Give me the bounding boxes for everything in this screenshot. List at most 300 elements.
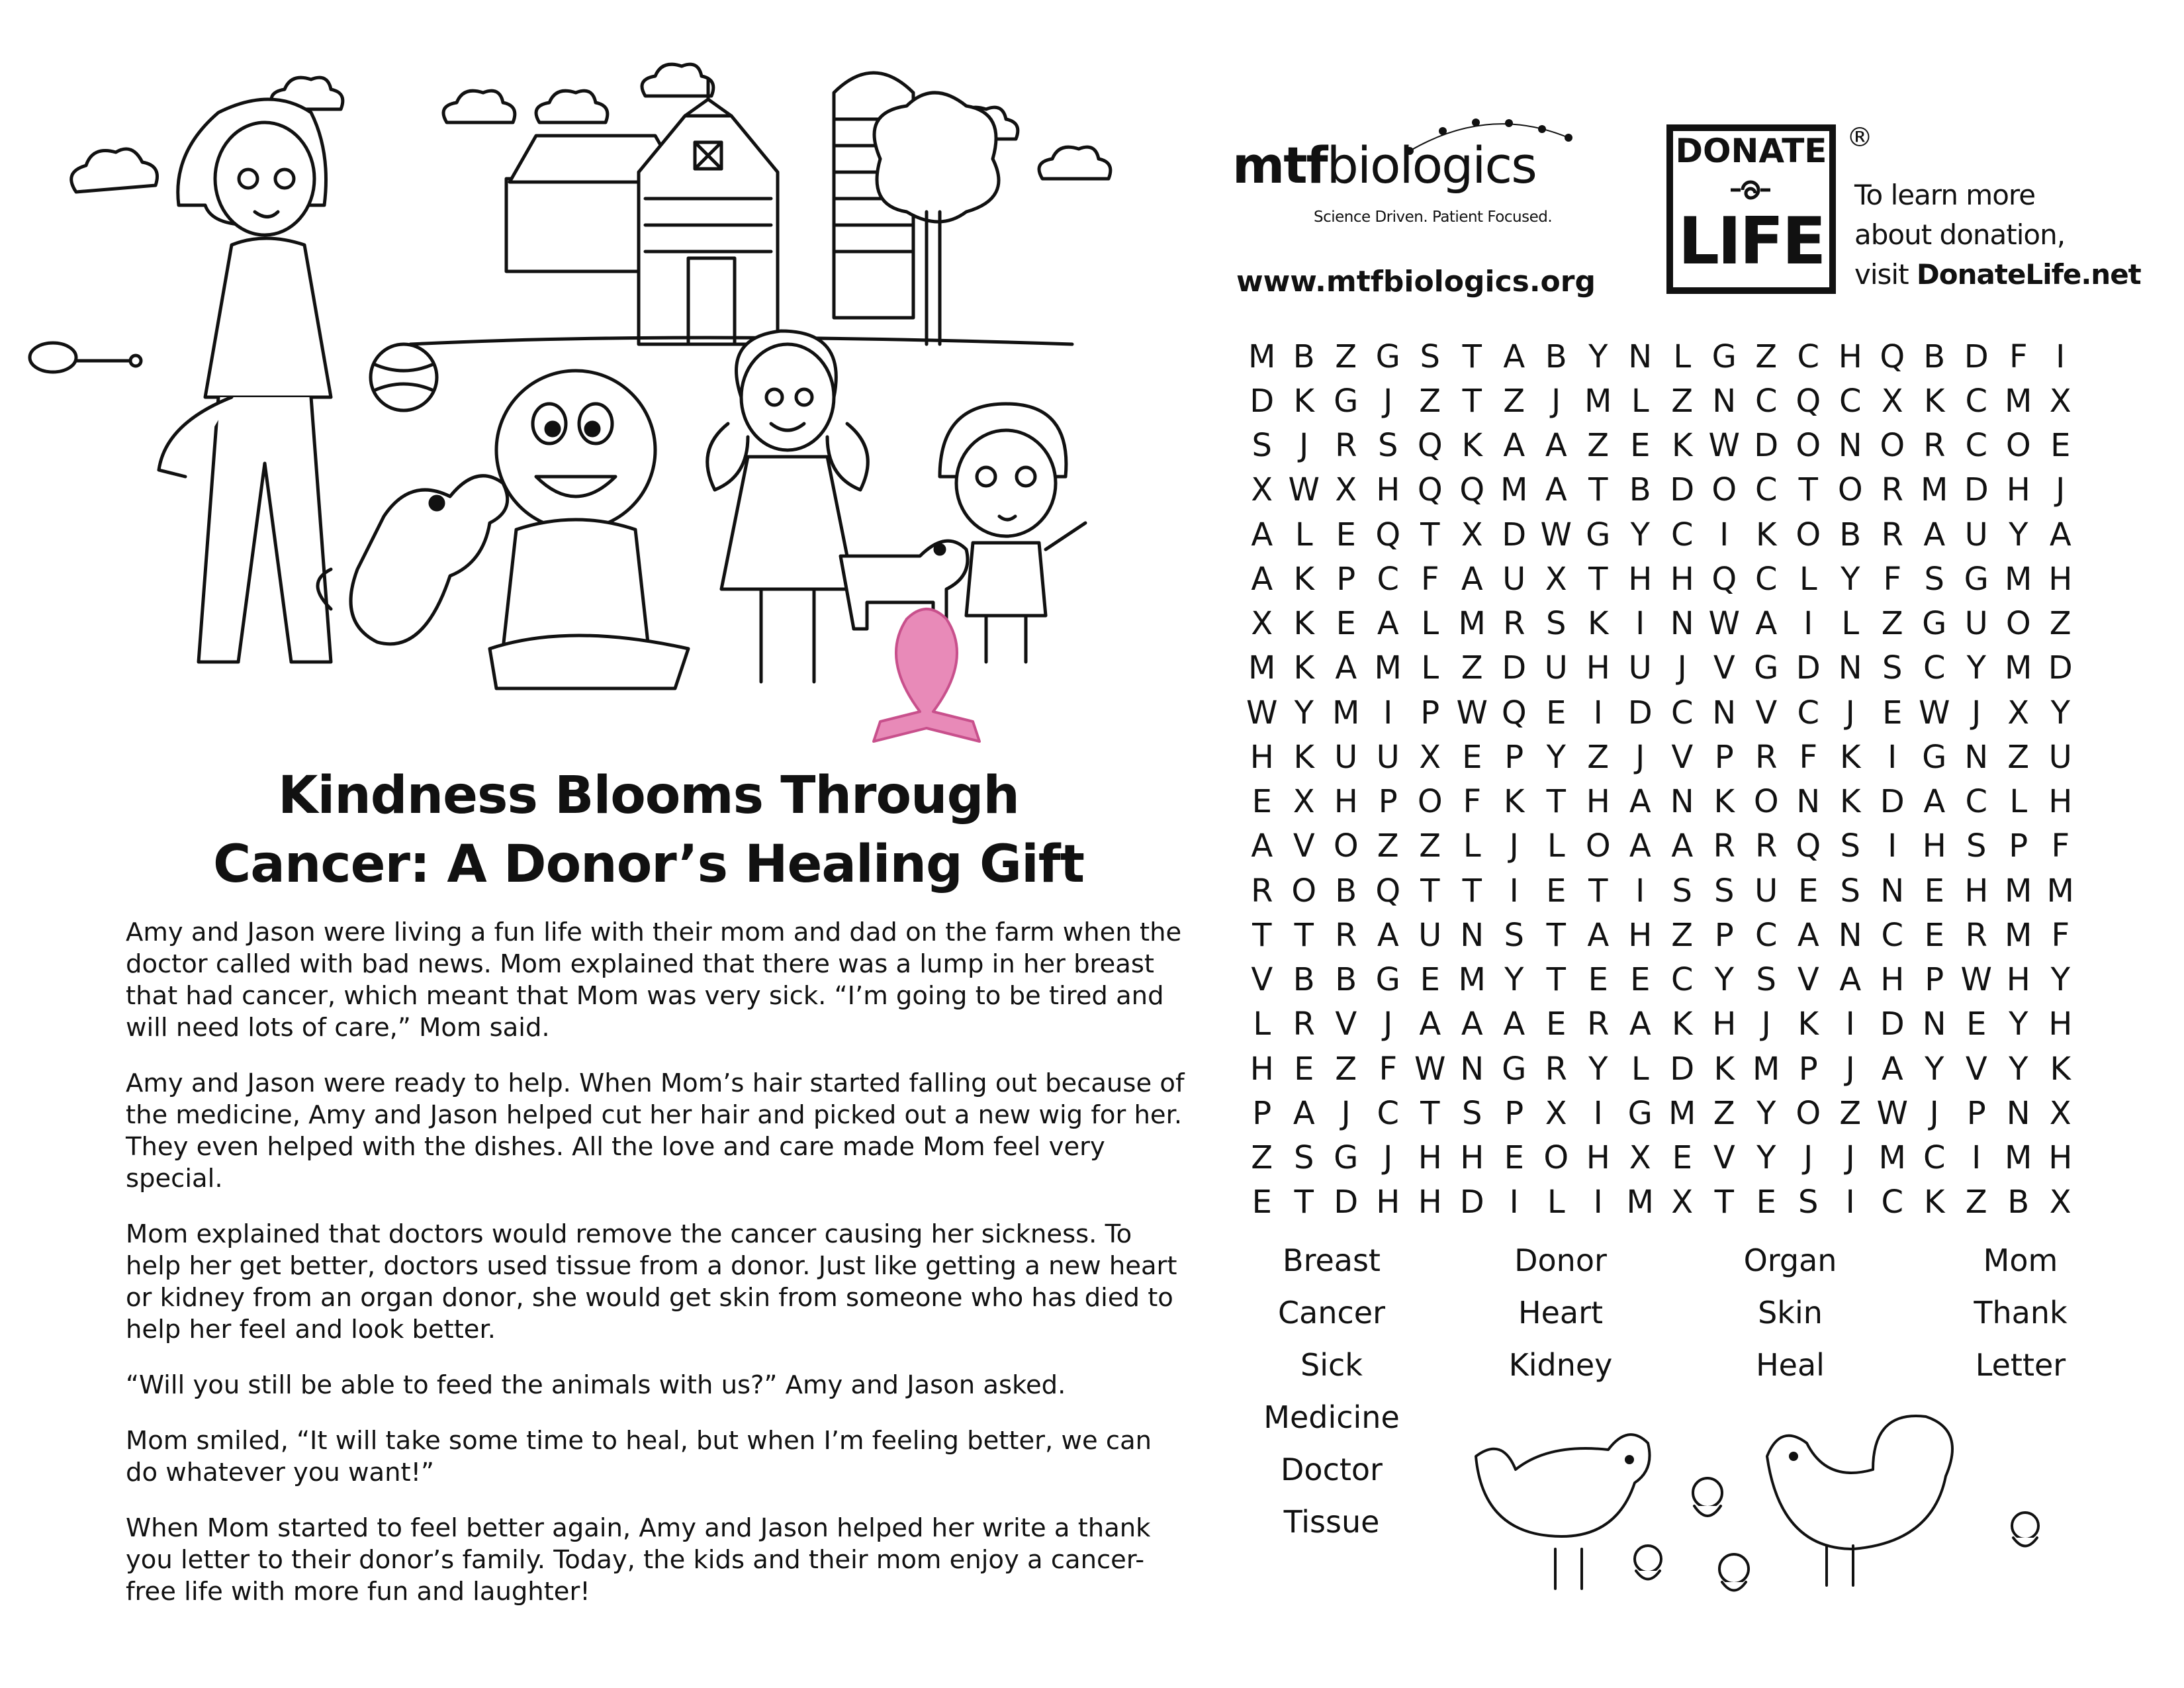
grid-letter[interactable]: A (1335, 649, 1357, 687)
grid-letter[interactable]: I (1593, 1184, 1603, 1221)
grid-letter[interactable]: Q (1711, 560, 1737, 598)
grid-letter[interactable]: K (1293, 560, 1314, 598)
grid-letter[interactable]: U (1502, 560, 1526, 598)
grid-letter[interactable]: D (1880, 783, 1905, 821)
grid-letter[interactable]: E (1336, 516, 1356, 553)
grid-letter[interactable]: V (1713, 649, 1735, 687)
grid-letter[interactable]: M (2005, 916, 2032, 954)
grid-letter[interactable]: Z (1377, 827, 1399, 865)
grid-letter[interactable]: S (1882, 649, 1903, 687)
grid-letter[interactable]: K (1293, 649, 1314, 687)
grid-letter[interactable]: F (1799, 738, 1818, 776)
grid-letter[interactable]: G (1964, 560, 1989, 598)
grid-letter[interactable]: A (1671, 827, 1694, 865)
grid-letter[interactable]: Z (1335, 1050, 1357, 1088)
grid-letter[interactable]: Z (1671, 916, 1694, 954)
grid-letter[interactable]: J (1929, 1094, 1939, 1132)
grid-letter[interactable]: L (1421, 605, 1439, 643)
grid-letter[interactable]: O (1796, 1094, 1821, 1132)
grid-letter[interactable]: S (1672, 872, 1692, 910)
grid-letter[interactable]: M (1458, 961, 1486, 999)
grid-letter[interactable]: A (1629, 783, 1651, 821)
grid-letter[interactable]: A (1923, 516, 1946, 553)
grid-letter[interactable]: Q (1417, 471, 1443, 509)
grid-letter[interactable]: G (1627, 1094, 1653, 1132)
grid-letter[interactable]: A (1293, 1094, 1315, 1132)
grid-letter[interactable]: Y (1588, 338, 1608, 375)
grid-letter[interactable]: K (1756, 516, 1777, 553)
grid-letter[interactable]: F (1379, 1050, 1398, 1088)
grid-letter[interactable]: Z (1755, 338, 1778, 375)
grid-letter[interactable]: Z (1965, 1184, 1987, 1221)
grid-letter[interactable]: A (1797, 916, 1819, 954)
grid-letter[interactable]: K (1461, 427, 1482, 465)
grid-letter[interactable]: H (1670, 560, 1694, 598)
grid-letter[interactable]: R (1755, 738, 1778, 776)
grid-letter[interactable]: L (1631, 382, 1649, 420)
grid-letter[interactable]: K (1713, 783, 1735, 821)
grid-letter[interactable]: J (1761, 1006, 1771, 1043)
grid-letter[interactable]: N (2006, 1094, 2030, 1132)
grid-letter[interactable]: P (2009, 827, 2028, 865)
grid-letter[interactable]: A (1503, 338, 1525, 375)
grid-letter[interactable]: E (1546, 694, 1567, 731)
grid-letter[interactable]: J (1341, 1094, 1351, 1132)
grid-letter[interactable]: L (1463, 827, 1481, 865)
grid-letter[interactable]: K (1713, 1050, 1735, 1088)
mtf-website-link[interactable]: www.mtfbiologics.org (1236, 265, 1596, 299)
grid-letter[interactable]: D (1796, 649, 1821, 687)
grid-letter[interactable]: E (1546, 1006, 1567, 1043)
grid-letter[interactable]: Y (2009, 516, 2028, 553)
grid-letter[interactable]: A (1881, 1050, 1903, 1088)
grid-letter[interactable]: Z (1881, 605, 1903, 643)
grid-letter[interactable]: H (2006, 471, 2030, 509)
grid-letter[interactable]: M (2005, 649, 2032, 687)
grid-letter[interactable]: H (2048, 783, 2073, 821)
grid-letter[interactable]: V (1797, 961, 1819, 999)
grid-letter[interactable]: E (1798, 872, 1819, 910)
grid-letter[interactable]: O (1585, 827, 1611, 865)
grid-letter[interactable]: U (1376, 738, 1400, 776)
grid-letter[interactable]: C (1377, 560, 1399, 598)
grid-letter[interactable]: Z (1503, 382, 1525, 420)
grid-letter[interactable]: K (2050, 1050, 2071, 1088)
grid-letter[interactable]: E (1966, 1006, 1987, 1043)
grid-letter[interactable]: X (1419, 738, 1441, 776)
grid-letter[interactable]: E (1672, 1139, 1692, 1177)
grid-letter[interactable]: R (1713, 827, 1735, 865)
grid-letter[interactable]: P (1925, 961, 1944, 999)
grid-letter[interactable]: K (1672, 1006, 1693, 1043)
grid-letter[interactable]: Q (1880, 338, 1905, 375)
grid-letter[interactable]: D (1880, 1006, 1905, 1043)
grid-letter[interactable]: B (1293, 338, 1315, 375)
grid-letter[interactable]: Y (1588, 1050, 1608, 1088)
grid-letter[interactable]: G (1375, 338, 1400, 375)
grid-letter[interactable]: U (2048, 738, 2072, 776)
grid-letter[interactable]: J (1551, 382, 1561, 420)
grid-letter[interactable]: E (1882, 694, 1903, 731)
grid-letter[interactable]: W (1960, 961, 1992, 999)
grid-letter[interactable]: D (1670, 1050, 1695, 1088)
grid-letter[interactable]: E (1588, 961, 1608, 999)
grid-letter[interactable]: K (1293, 605, 1314, 643)
grid-letter[interactable]: T (1462, 338, 1482, 375)
grid-letter[interactable]: O (1837, 471, 1863, 509)
grid-letter[interactable]: C (1839, 382, 1862, 420)
grid-letter[interactable]: D (1459, 1184, 1484, 1221)
grid-letter[interactable]: N (1796, 783, 1821, 821)
grid-letter[interactable]: C (1754, 382, 1778, 420)
grid-letter[interactable]: L (1421, 649, 1439, 687)
grid-letter[interactable]: K (1588, 605, 1609, 643)
grid-letter[interactable]: G (1922, 605, 1947, 643)
grid-letter[interactable]: M (2005, 382, 2032, 420)
grid-letter[interactable]: R (1965, 916, 1987, 954)
grid-letter[interactable]: W (1540, 516, 1572, 553)
grid-letter[interactable]: B (1293, 961, 1315, 999)
grid-letter[interactable]: X (2049, 1094, 2071, 1132)
grid-letter[interactable]: Y (2050, 694, 2070, 731)
grid-letter[interactable]: W (1414, 1050, 1446, 1088)
grid-letter[interactable]: A (1251, 560, 1273, 598)
grid-letter[interactable]: T (1588, 471, 1608, 509)
grid-letter[interactable]: O (1796, 516, 1821, 553)
grid-letter[interactable]: A (1503, 427, 1525, 465)
grid-letter[interactable]: R (1251, 872, 1273, 910)
grid-letter[interactable]: E (1924, 872, 1944, 910)
grid-letter[interactable]: R (1335, 916, 1357, 954)
grid-letter[interactable]: Q (1375, 516, 1401, 553)
grid-letter[interactable]: J (1383, 1139, 1393, 1177)
grid-letter[interactable]: H (1922, 827, 1946, 865)
grid-letter[interactable]: E (2050, 427, 2071, 465)
grid-letter[interactable]: A (1503, 1006, 1525, 1043)
grid-letter[interactable]: X (1545, 560, 1567, 598)
grid-letter[interactable]: A (1419, 1006, 1441, 1043)
grid-letter[interactable]: P (1252, 1094, 1272, 1132)
grid-letter[interactable]: H (1334, 783, 1358, 821)
grid-letter[interactable]: T (1462, 872, 1482, 910)
grid-letter[interactable]: C (1965, 427, 1987, 465)
grid-letter[interactable]: D (1670, 471, 1695, 509)
grid-letter[interactable]: Y (1925, 1050, 1944, 1088)
grid-letter[interactable]: Y (2050, 961, 2070, 999)
grid-letter[interactable]: S (1714, 872, 1735, 910)
grid-letter[interactable]: S (1378, 427, 1398, 465)
grid-letter[interactable]: T (1714, 1184, 1734, 1221)
grid-letter[interactable]: O (1543, 1139, 1569, 1177)
grid-letter[interactable]: S (1924, 560, 1944, 598)
grid-letter[interactable]: X (1545, 1094, 1567, 1132)
grid-letter[interactable]: Y (1294, 694, 1314, 731)
grid-letter[interactable]: P (1714, 738, 1734, 776)
grid-letter[interactable]: I (1593, 1094, 1603, 1132)
grid-letter[interactable]: J (1677, 649, 1687, 687)
grid-letter[interactable]: K (1924, 382, 1945, 420)
grid-letter[interactable]: M (2005, 872, 2032, 910)
grid-letter[interactable]: Z (1587, 427, 1610, 465)
grid-letter[interactable]: X (2049, 1184, 2071, 1221)
grid-letter[interactable]: V (1755, 694, 1778, 731)
grid-letter[interactable]: N (1670, 783, 1694, 821)
grid-letter[interactable]: Y (1966, 649, 1986, 687)
grid-letter[interactable]: O (1291, 872, 1317, 910)
grid-letter[interactable]: E (1630, 961, 1651, 999)
grid-letter[interactable]: R (1503, 605, 1525, 643)
grid-letter[interactable]: A (1629, 827, 1651, 865)
grid-letter[interactable]: K (1293, 738, 1314, 776)
grid-letter[interactable]: D (2048, 649, 2073, 687)
grid-letter[interactable]: Q (1796, 827, 1821, 865)
grid-letter[interactable]: Y (1714, 961, 1734, 999)
grid-letter[interactable]: J (1509, 827, 1519, 865)
grid-letter[interactable]: D (1502, 516, 1527, 553)
grid-letter[interactable]: H (1418, 1139, 1442, 1177)
grid-letter[interactable]: M (1584, 382, 1612, 420)
grid-letter[interactable]: K (1293, 382, 1314, 420)
grid-letter[interactable]: S (1798, 1184, 1819, 1221)
grid-letter[interactable]: H (1586, 783, 1610, 821)
grid-letter[interactable]: Q (1375, 872, 1401, 910)
grid-letter[interactable]: X (1251, 605, 1273, 643)
grid-letter[interactable]: H (2048, 1006, 2073, 1043)
grid-letter[interactable]: R (1293, 1006, 1315, 1043)
grid-letter[interactable]: S (1546, 605, 1567, 643)
grid-letter[interactable]: F (1420, 560, 1439, 598)
grid-letter[interactable]: D (1334, 1184, 1359, 1221)
grid-letter[interactable]: L (1631, 1050, 1649, 1088)
grid-letter[interactable]: A (1755, 605, 1778, 643)
grid-letter[interactable]: T (1462, 382, 1482, 420)
grid-letter[interactable]: A (1461, 1006, 1483, 1043)
grid-letter[interactable]: F (2051, 827, 2070, 865)
grid-letter[interactable]: W (1919, 694, 1950, 731)
grid-letter[interactable]: X (1881, 382, 1903, 420)
grid-letter[interactable]: R (1881, 516, 1903, 553)
grid-letter[interactable]: I (1383, 694, 1393, 731)
grid-letter[interactable]: J (1972, 694, 1981, 731)
grid-letter[interactable]: E (1756, 1184, 1776, 1221)
grid-letter[interactable]: L (1673, 338, 1692, 375)
grid-letter[interactable]: I (1803, 605, 1813, 643)
grid-letter[interactable]: A (1839, 961, 1862, 999)
grid-letter[interactable]: M (1752, 1050, 1780, 1088)
grid-letter[interactable]: J (1635, 738, 1645, 776)
grid-letter[interactable]: H (1250, 738, 1274, 776)
grid-letter[interactable]: E (1294, 1050, 1314, 1088)
grid-letter[interactable]: N (1712, 694, 1737, 731)
grid-letter[interactable]: I (1888, 827, 1897, 865)
grid-letter[interactable]: Z (1713, 1094, 1735, 1132)
grid-letter[interactable]: H (1460, 1139, 1484, 1177)
grid-letter[interactable]: S (1251, 427, 1272, 465)
grid-letter[interactable]: P (1378, 783, 1398, 821)
grid-letter[interactable]: T (1420, 872, 1440, 910)
grid-letter[interactable]: Q (1459, 471, 1485, 509)
grid-letter[interactable]: L (2009, 783, 2028, 821)
grid-letter[interactable]: R (1587, 1006, 1610, 1043)
grid-letter[interactable]: C (1670, 694, 1694, 731)
grid-letter[interactable]: X (1671, 1184, 1694, 1221)
grid-letter[interactable]: T (1294, 916, 1314, 954)
grid-letter[interactable]: H (1712, 1006, 1737, 1043)
grid-letter[interactable]: N (1880, 872, 1905, 910)
grid-letter[interactable]: L (1841, 605, 1860, 643)
grid-letter[interactable]: H (1628, 916, 1653, 954)
grid-letter[interactable]: P (1420, 694, 1440, 731)
grid-letter[interactable]: A (1461, 560, 1483, 598)
grid-letter[interactable]: W (1288, 471, 1320, 509)
grid-letter[interactable]: I (1593, 694, 1603, 731)
grid-letter[interactable]: Y (1841, 560, 1860, 598)
grid-letter[interactable]: V (1713, 1139, 1735, 1177)
grid-letter[interactable]: K (1840, 738, 1861, 776)
grid-letter[interactable]: G (1754, 649, 1779, 687)
grid-letter[interactable]: O (2005, 427, 2031, 465)
grid-letter[interactable]: L (1295, 516, 1313, 553)
grid-letter[interactable]: K (1672, 427, 1693, 465)
grid-letter[interactable]: U (1628, 649, 1652, 687)
grid-letter[interactable]: V (1965, 1050, 1987, 1088)
grid-letter[interactable]: T (1546, 916, 1566, 954)
grid-letter[interactable]: J (1845, 694, 1855, 731)
grid-letter[interactable]: H (1880, 961, 1905, 999)
grid-letter[interactable]: N (1922, 1006, 1946, 1043)
grid-letter[interactable]: C (1670, 961, 1694, 999)
grid-letter[interactable]: B (1839, 516, 1862, 553)
grid-letter[interactable]: X (1293, 783, 1315, 821)
grid-letter[interactable]: A (1545, 471, 1567, 509)
grid-letter[interactable]: C (1754, 916, 1778, 954)
grid-letter[interactable]: H (1250, 1050, 1274, 1088)
grid-letter[interactable]: Y (1756, 1139, 1776, 1177)
grid-letter[interactable]: O (1880, 427, 1905, 465)
grid-letter[interactable]: W (1876, 1094, 1908, 1132)
grid-letter[interactable]: S (1462, 1094, 1482, 1132)
grid-letter[interactable]: S (1840, 872, 1860, 910)
grid-letter[interactable]: N (1670, 605, 1694, 643)
grid-letter[interactable]: H (1376, 471, 1400, 509)
grid-letter[interactable]: X (1629, 1139, 1651, 1177)
grid-letter[interactable]: G (1375, 961, 1400, 999)
grid-letter[interactable]: O (1711, 471, 1737, 509)
grid-letter[interactable]: S (1840, 827, 1860, 865)
grid-letter[interactable]: R (1335, 427, 1357, 465)
grid-letter[interactable]: A (1629, 1006, 1651, 1043)
grid-letter[interactable]: S (1966, 827, 1987, 865)
grid-letter[interactable]: E (1336, 605, 1356, 643)
grid-letter[interactable]: A (1251, 827, 1273, 865)
grid-letter[interactable]: X (1461, 516, 1483, 553)
grid-letter[interactable]: P (1504, 1094, 1524, 1132)
grid-letter[interactable]: A (1377, 916, 1399, 954)
grid-letter[interactable]: P (1714, 916, 1734, 954)
grid-letter[interactable]: O (1796, 427, 1821, 465)
grid-letter[interactable]: H (1418, 1184, 1442, 1221)
grid-letter[interactable]: E (1420, 961, 1440, 999)
grid-letter[interactable]: S (1504, 916, 1524, 954)
grid-letter[interactable]: S (1420, 338, 1440, 375)
grid-letter[interactable]: R (1755, 827, 1778, 865)
grid-letter[interactable]: C (1670, 516, 1694, 553)
grid-letter[interactable]: C (1965, 783, 1987, 821)
grid-letter[interactable]: B (1545, 338, 1567, 375)
grid-letter[interactable]: O (1753, 783, 1779, 821)
grid-letter[interactable]: T (1252, 916, 1272, 954)
grid-letter[interactable]: T (1294, 1184, 1314, 1221)
grid-letter[interactable]: P (1798, 1050, 1818, 1088)
grid-letter[interactable]: T (1588, 560, 1608, 598)
grid-letter[interactable]: X (1335, 471, 1357, 509)
grid-letter[interactable]: I (1888, 738, 1897, 776)
grid-letter[interactable]: H (1586, 1139, 1610, 1177)
grid-letter[interactable]: L (1799, 560, 1817, 598)
grid-letter[interactable]: G (1502, 1050, 1527, 1088)
grid-letter[interactable]: R (1881, 471, 1903, 509)
grid-letter[interactable]: U (1754, 872, 1778, 910)
grid-letter[interactable]: S (1294, 1139, 1314, 1177)
grid-letter[interactable]: Z (1419, 827, 1441, 865)
grid-letter[interactable]: S (1756, 961, 1776, 999)
grid-letter[interactable]: K (1924, 1184, 1945, 1221)
grid-letter[interactable]: J (1383, 1006, 1393, 1043)
grid-letter[interactable]: X (2049, 382, 2071, 420)
grid-letter[interactable]: I (2056, 338, 2066, 375)
grid-letter[interactable]: P (1336, 560, 1356, 598)
grid-letter[interactable]: L (1253, 1006, 1271, 1043)
grid-letter[interactable]: L (1547, 1184, 1565, 1221)
grid-letter[interactable]: M (2046, 872, 2074, 910)
grid-letter[interactable]: F (1883, 560, 1902, 598)
grid-letter[interactable]: C (1754, 560, 1778, 598)
grid-letter[interactable]: U (1964, 605, 1988, 643)
grid-letter[interactable]: W (1708, 427, 1740, 465)
grid-letter[interactable]: F (2051, 916, 2070, 954)
grid-letter[interactable]: W (1708, 605, 1740, 643)
grid-letter[interactable]: U (1418, 916, 1442, 954)
grid-letter[interactable]: E (1924, 916, 1944, 954)
grid-letter[interactable]: M (1248, 338, 1276, 375)
grid-letter[interactable]: E (1462, 738, 1482, 776)
grid-letter[interactable]: V (1335, 1006, 1357, 1043)
grid-letter[interactable]: A (1377, 605, 1399, 643)
grid-letter[interactable]: V (1671, 738, 1694, 776)
grid-letter[interactable]: A (2049, 516, 2071, 553)
grid-letter[interactable]: N (1460, 916, 1484, 954)
grid-letter[interactable]: N (1628, 338, 1653, 375)
grid-letter[interactable]: F (1463, 783, 1482, 821)
grid-letter[interactable]: Z (1839, 1094, 1862, 1132)
grid-letter[interactable]: M (1248, 649, 1276, 687)
grid-letter[interactable]: J (2056, 471, 2066, 509)
grid-letter[interactable]: B (1629, 471, 1651, 509)
grid-letter[interactable]: M (1458, 605, 1486, 643)
grid-letter[interactable]: D (1502, 649, 1527, 687)
grid-letter[interactable]: B (1923, 338, 1946, 375)
grid-letter[interactable]: G (1334, 382, 1359, 420)
grid-letter[interactable]: E (1251, 783, 1272, 821)
grid-letter[interactable]: O (1417, 783, 1443, 821)
grid-letter[interactable]: Z (1335, 338, 1357, 375)
grid-letter[interactable]: O (2005, 605, 2031, 643)
grid-letter[interactable]: U (1544, 649, 1568, 687)
grid-letter[interactable]: N (1712, 382, 1737, 420)
grid-letter[interactable]: C (1377, 1094, 1399, 1132)
grid-letter[interactable]: H (2048, 1139, 2073, 1177)
grid-letter[interactable]: C (1797, 694, 1819, 731)
